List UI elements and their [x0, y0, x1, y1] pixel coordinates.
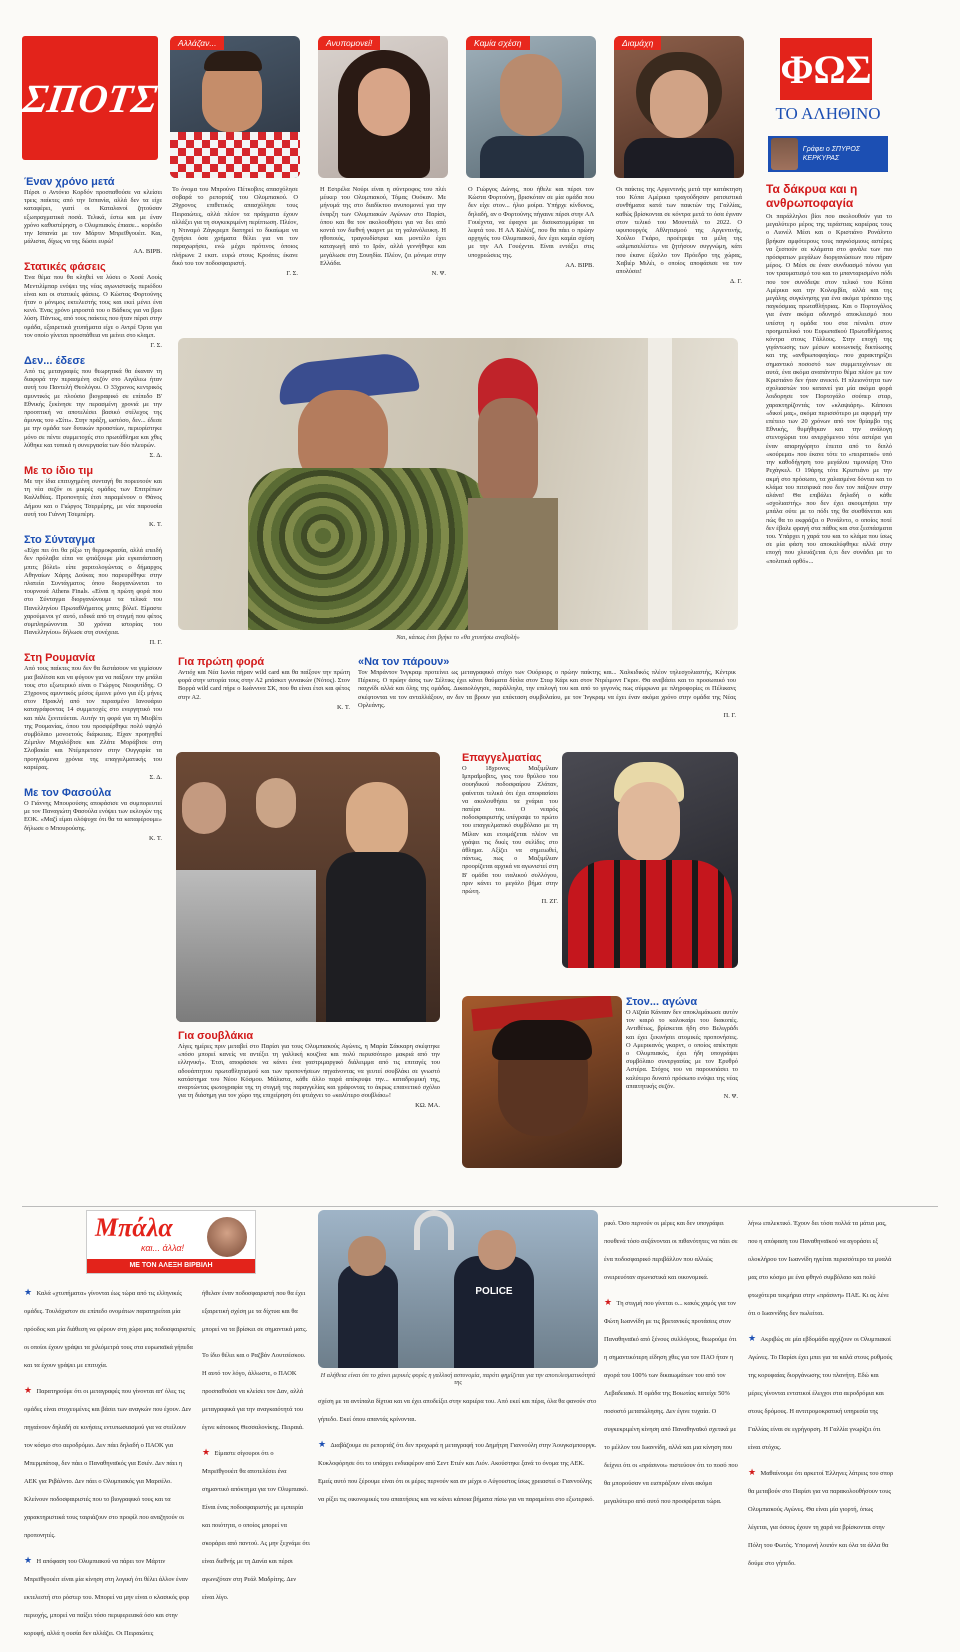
- fos-author-box: [768, 136, 888, 172]
- article-body: «Είχα πει ότι θα ρίξω τη θερμοκρασία, αλλά επειδή δεν πρόλαβα είπα να φτιάξουμε μία εγκατάσταση μπιτς βόλεϊ» είπε χαριτολογώντας ο δήμαρχος Αθηναίων Χάρης Δούκας που παρευρέθηκε στην πλατεία Συντάγματος όπου διοργανώνεται το τουρνουά Athens Finals. «Είναι η πρώτη φορά που στο Σύνταγμα διοργανώνουμε τα τελικά του Πανελληνίου Πρωταθλήματος μπιτς βόλεϊ. Είμαστε χαρούμενοι γι' αυτό, ειδικά από τη στιγμή που φέτος συμπληρώνονται 30 χρόνια ιστορίας του Πανελληνίου» δήλωσε στη συνέχεια.: [24, 547, 162, 637]
- article: [24, 652, 162, 781]
- list-item: [24, 1282, 196, 1372]
- article: [24, 176, 162, 255]
- photo-label: Ανυπομονεί!: [318, 36, 380, 50]
- item-body: Τη στιγμή που γίνεται ο... κακός χαμός για τον Φώτη Ιωαννίδη με τις βρετανικές προτάσεις στον Παναθηναϊκό από ξένους συλλόγους, θεωρούμε ότι η σημαντικότερη είδηση χθες για τον ΠΑΟ ήταν η αγορά του 100% των δικαιωμάτων του από τον Λεβαδειακό. Η ομάδα της Βοιωτίας κατείχε 50% ποσοστό μεταπώλησης. Δεν έγινε τυχαία. Ο συγκεκριμένη κίνηση από Παναθηναϊκό σχετικά με το μέλλον του Ιωαννίδη, αλλά και μια κίνηση που δείχνει ότι οι «πράσινοι» πιστεύουν ότι το ποσό που θα μπορούσαν να εισπράξουν είναι ακόμα μεγαλύτερο από αυτό που προσφέρεται τώρα.: [604, 1300, 738, 1505]
- fos-subtitle: ΤΟ ΑΛΗΘΙΝΟ: [775, 104, 881, 123]
- photo-milei: [614, 36, 744, 178]
- bottom-col-3: [318, 1390, 598, 1646]
- list-item: [604, 1212, 740, 1284]
- item-body: ήθελαν έναν ποδοσφαιριστή που θα έχει εξαιρετική σχέση με τα δίχτυα και θα μπορεί να τα βρίσκει σε σημαντικά ματς.: [202, 1290, 308, 1333]
- signature: Κ. Τ.: [149, 834, 162, 842]
- article: [24, 787, 162, 842]
- article-title: Στατικές φάσεις: [24, 261, 106, 274]
- top-text-2: [320, 186, 446, 277]
- article: [24, 355, 162, 459]
- item-body: Ακριβώς σε μία εβδομάδα αρχίζουν οι Ολυμπιακοί Αγώνες. Το Παρίσι έχει μπει για τα καλά στους ρυθμούς της κορυφαίας διοργάνωσης του πλανήτη. Εδώ και μέρες γίνονται εντατικοί έλεγχοι στα αεροδρόμια και στους δρόμους. Η αντιτρομοκρατική υπηρεσία της Γαλλίας είναι σε εγρήγορση. Η Γαλλία γνωρίζει ότι είναι στόχος.: [748, 1336, 893, 1451]
- article-ston-agona: [626, 996, 738, 1100]
- list-item: [24, 1380, 196, 1542]
- author-avatar: [771, 138, 798, 170]
- article-body: Τον Μπράντον Ίνγκραμ προτείνει ως μεταγραφικό στόχο των Ουόριορς ο πρώην παίκτης και... Χαλκιδικός πλέον τηλεσχολιαστής, Κέντρικ Πέρκινς. Ο πρώην άσος των Σέλτικς έχει κάνει θαύματα δίπλα στον Στεφ Κάρι και στον Ντρέιμοντ Γκριν. Θα ανεβάσει και το προσωπικό του παιχνίδι αλλά και όλης της ομάδας. Δικαιολόγησε, παράλληλα, την επιλογή του και από το γεγονός πως σύμφωνα με πληροφορίες οι Πέλικανς σκέφτονται να τον ανταλλάξουν, αν δεν τα βρουν για επέκταση συμβολαίου, με τον Ίνγκραμ να έχει έναν ακόμα χρόνο στην ομάδα της Νέας Ορλεάνης.: [358, 669, 736, 709]
- star-icon: ★: [202, 1447, 211, 1457]
- fos-author: Γράφει ο ΣΠΥΡΟΣ ΚΕΡΚΥΡΑΣ: [802, 146, 860, 162]
- bala-logo: [86, 1210, 256, 1274]
- bottom-col-5: [748, 1212, 894, 1646]
- divider: [22, 1206, 938, 1207]
- photo-sakkari: [176, 752, 440, 1022]
- article-body: Από τις μεταγραφές που θεωρητικά θα έκαναν τη διαφορά την περασμένη σεζόν στο Αιγάλεω ήταν αυτή του Παντελή Θεολόγου. Ο 33χρονος κεντρικός αμυντικός με πλούσιο βιογραφικό σε επίπεδο Β' Εθνικής ξεκίνησε την περασμένη χρονιά με την προοπτική να αποτελέσει βασικό στέλεχος της άμυνας του «Σίτι». Στην πράξη, ωστόσο, δεν... έδεσε με την ομάδα των δυτικών προαστίων, περιορίστηκε μόνο σε πέντε συμμετοχές στο πρωτάθλημα και χθες λύθηκε και τυπικά η συνεργασία των δύο πλευρών.: [24, 368, 162, 449]
- signature: ΑΛ. ΒΙΡΒ.: [565, 261, 594, 269]
- fos-logo-text: ΦΩΣ: [780, 46, 872, 92]
- article-body: Οι παίκτες της Αργεντινής μετά την κατάκτηση του Κόπα Αμέρικα τραγούδησαν ρατσιστικά συνθήματα κατά των παικτών της Γαλλίας, καθώς βρίσκονται σε κόντρα μετά το όσα έγιναν στον τελικό του Μουντιάλ το 2022. Ο υφυπουργός Αθλητισμού της Αργεντινής, Χούλιο Γκάρο, προέτρεψε τα μέλη της «αλμπισελέστε» να ζητήσουν συγγνώμη, κάτι που έκανε έξαλλο τον Πρόεδρο της χώρας, Χαβιέρ Μιλέι, ο οποίος αποφάσισε να τον απολύσει!: [616, 186, 742, 276]
- article-title: Τα δάκρυα και η ανθρωποφαγία: [766, 182, 858, 210]
- main-photo-caption: Ναι, κάπως έτσι βγήκε το «θα χτυπήσω αναβολή»: [396, 634, 520, 641]
- photo-petkovic: [170, 36, 300, 178]
- item-body: ρικό. Όσο περνούν οι μέρες και δεν υπογράφει πουθενά τόσο αυξάνονται οι πιθανότητες να πάει σε ένα ποδοσφαιρικό περιβάλλον που αλλιώς ονειρευόταν αγωνιστικά και οικονομικά.: [604, 1220, 738, 1281]
- article-body: Ο Γιώργος Δώνης, που ήθελε και πέρσι τον Κώστα Φορτούνη, βρισκόταν σε μία ομάδα που δεν είχε στον... ήλιο μοίρα. Υπήρχε κίνδυνος, δηλαδή, αν ο Φορτούνης πήγαινε πέρσι στην ΑΛ Γουέχντα, να έφαχνε με δισεκατομμύρια τα λεφτά του. Η ΑΛ Καλίτζ, που θα πάει ο πρώην αρχηγός του Ολυμπιακού, δεν έχει καμία σχέση με την ΑΛ Γουέχντα. Είναι εντάξει στις υποχρεώσεις της.: [468, 186, 594, 259]
- article-title: Με το ίδιο τιμ: [24, 465, 94, 478]
- star-icon: ★: [604, 1297, 613, 1307]
- bala-avatar: [207, 1217, 247, 1257]
- bala-title: Μπάλα: [95, 1213, 173, 1242]
- article-title: Για πρώτη φορά: [178, 656, 265, 668]
- article-body: Ο 18χρονος Μαξιμίλιαν Ιμπραΐμοβιτς, γιος του θρύλου του σουηδικού ποδοσφαίρου Ζλάταν, φαίνεται τελικά ότι έχει αποφασίσει να ακολουθήσει τα χνάρια του πατέρα του. Ο νεαρός ποδοσφαιριστής υπέγραψε το πρώτο του επαγγελματικό συμβόλαιο με τη Μίλαν και ετοιμάζεται πλέον να γράψει τις δικές του σελίδες στο άθλημα. Αξίζει να σημειωθεί, πάντως, πως ο Μαξιμίλιαν προορίζεται αρχικά να αγωνιστεί στη Β' ομάδα του ιταλικού συλλόγου, πριν κάνει το μεγάλο βήμα στην πρώτη.: [462, 765, 558, 896]
- article-title: Στον... αγώνα: [626, 996, 698, 1008]
- signature: Ν. Ψ.: [723, 1093, 738, 1101]
- item-body: σχέση με τα αντίπαλα δίχτυα και να έχει αποδείξει στην καριέρα του. Από εκεί και πέρα, όλα θα φανούν στο γήπεδο. Εκεί όπου απαντάς κρίνονται.: [318, 1398, 597, 1423]
- article: [24, 465, 162, 528]
- bala-author: ΜΕ ΤΟΝ ΑΛΕΞΗ ΒΙΡΒΙΛΗ: [87, 1259, 255, 1273]
- article-body: Ο Αϊζαία Κάνααν δεν αποκλιμάκωσε αυτόν τον καιρό το καλοκαίρι του διακοπές. Αντιθέτως, βρίσκεται ήδη στο Βελιγράδι και έχει ξεκινήσει ατομικές προπονήσεις. Ο Αμερικανός γκαρντ, ο οποίος απέκτησε ο Ολυμπιακός, έχει ήδη υπογράψει συμβόλαιο συνεργασίας με τον Ερυθρό Αστέρα. Στόχος του να παρουσιάσει το καλύτερο δυνατό πρόσωπο ενόψει της νέας απαιτητικής σεζόν.: [626, 1009, 738, 1090]
- article-souvlakia: [178, 1030, 440, 1109]
- list-item: [748, 1328, 894, 1454]
- star-icon: ★: [748, 1333, 757, 1343]
- spots-logo-text: ΣΠΟΤΣ: [19, 75, 161, 121]
- bottom-col-4: [604, 1212, 740, 1646]
- article-body: Το όνομα του Μπρούνο Πέτκοβιτς απασχόλησε σοβαρά το ρεπορτάζ του Ολυμπιακού. Ο 29χρονος επιθετικός απασχόλησε τους Πειραιώτες, αλλά πλέον τα πράγματα έχουν αλλάξει για τη συγκεκριμένη περίπτωση. Πλέον, η Ντιναμό Ζάγκρεμπ διατηρεί το δικαίωμα να ζητήσει όσα χρήματα θέλει για να τον παραχωρήσει, ενώ μέχρι πρότινος όποιος πλήρωνε 2 εκατ. ευρώ στους Κροάτες έκανε δικό του τον ποδοσφαιριστή.: [172, 186, 298, 267]
- signature: ΚΩ. ΜΑ.: [415, 1102, 440, 1110]
- signature: Π. Γ.: [149, 639, 162, 647]
- bala-subtitle: και... άλλα!: [141, 1243, 185, 1253]
- signature: Δ. Γ.: [729, 278, 742, 286]
- article-title: Με τον Φασούλα: [24, 786, 112, 799]
- spots-logo: [19, 36, 161, 160]
- top-text-3: [468, 186, 594, 269]
- photo-estrella: [318, 36, 448, 178]
- photo-donis: [466, 36, 596, 178]
- article-body: Οι παράλληλοι βίοι που ακολουθούν για το μεγαλύτερο μέρος της τεράστιας καριέρας τους ο Λιονέλ Μέσι και ο Κριστιάνο Ρονάλντο βρήκαν αμφότερους τους παγκόσμιους αστέρες να ξεσπούν σε κλάματα στο φινάλε των πιο πρόσφατων μεγάλων διοργανώσεων που πήραν μέρος. Ο Μέσι σε έναν συνδυασμό πόνου για τον τραυματισμό του και το μπανταρισμένο πόδι που τον συνόδεψε στον τελικό του Κόπα Αμέρικα και την Κολομβία, αλλά και της μεγάλης συγκίνησης για ένα ακόμα τρόπαιο της παγκόσμιας πρωταθλήτριας. Και ο Πορτογάλος για έναν ακόμα οδυνηρό αποκλεισμό που υπέστη η ομάδα του στα πέναλτι στον προημιτελικό του Ευρωπαϊκού Πρωταθλήματος κόντρα στους Γάλλους. Στην εποχή της γιγάντωσης των μέσων κοινωνικής δικτύωσης και της «ανθρωποφαγίας» που χαρακτηρίζει σημαντικό ποσοστό των συμμετεχόντων σε αυτά, ένα ακόμα αναπάντητο θέμα πλέον με τον Κριστιάνο δεν ήταν ανεκτό. Η πλειονότητα των σχολιαστών του κατανεί για μία ακόμα φορά λοιδορησε τον Πορτογάλο σούπερ σταρ, χαρακτηρίζοντάς τον «κλαψιάρη». Κάποιοι «δικοί μας», ακόμα περισσότερο με αφορμή την επέτειο των 20 χρόνων από τον θρίαμβο της Εθνικής, θυμήθηκαν και την ανάλογη στενοχώρια του ανερχόμενου τότε αστέρα για έναν απαρηγόρητο έπειτα από το διπλό «κούρεμα» που έκανε τότε το «πειρατικό» υπό την καθοδήγηση του μεγάλου τιμονιέρη Ότο Ρεχάγκελ. Ο 19άρης τότε Κριστιάνο με την ακμή στο πρόσωπο, τα χαλασμένα δόντια και το κλάμα του πιτσιρικά που δεν τον παίζουν στην αλάνα! Θα επιβάλει δηλαδή ο κάθε «σχολιαστής» που δεν έχει ακουμπήσει την μπάλα ούτε με το πόδι της θα συσθάνεται και πώς θα το εκφράζει ο Ρονάλντο, ο οποίος ποτέ δεν έβαλε φραγή στα πάθος και στα ξεσπάσματα του. Υπάρχει η χαρά του και το κλάμα που ίσως σε μία φάση του αποκαλύφθηκε αλλά στην εποχή που χλευάζεται ό,τι δεν συνάδει με το «πολιτικά ορθό»...: [766, 213, 892, 565]
- left-column: [24, 176, 162, 1176]
- signature: Κ. Τ.: [149, 521, 162, 529]
- signature: ΑΛ. ΒΙΡΒ.: [133, 248, 162, 256]
- main-photo-evzones: [178, 338, 738, 630]
- fos-logo: [780, 38, 872, 100]
- article: [24, 534, 162, 646]
- article: [24, 261, 162, 349]
- item-body: Παρατηρούμε ότι οι μεταγραφές που γίνονται απ' όλες τις ομάδες είναι στοχευμένες και βάσει των αναγκών που έχουν. Δεν πηγαίνουν δηλαδή σε κινήσεις εντυπωσιασμού για να στείλουν τον κόσμο στο αεροδρόμιο. Δεν πάει δηλαδή ο ΠΑΟΚ για Μπερμπάτοφ, δεν πάει ο Παναθηναϊκός για Εσιέν. Δεν πάει η ΑΕΚ για Ριβάλντο. Δεν πάει ο Ολυμπιακός για Μαρσέλο. Κλείνουν ποδοσφαιριστές που το βιογραφικό τους και τα χαρακτηριστικά τους ταιριάζουν στο προφίλ που αναζητούν οι προπονητές.: [24, 1388, 192, 1539]
- item-body: Το ίδιο θέλει και ο Ραζβάν Λουτσέσκου. Η αυτό τον λόγο, άλλωστε, ο ΠΑΟΚ προσπαθούσε να κλείσει τον Δαν, αλλά μεταγραφικά για την αναγκαιότητά του έγινε κάτοικος Θεσσαλονίκης. Πειραιά.: [202, 1352, 306, 1431]
- photo-police: POLICE: [318, 1210, 598, 1368]
- item-body: Η απόφαση του Ολυμπιακού να πάρει τον Μάρτιν Μπρεϊθγουέιτ είναι μία κίνηση στη λογική ότι θέλει άλλον έναν εκτελεστή στο ρόστερ του. Μπορεί να μην είναι ο κλασικός φορ περιοχής, μπορεί να παίξει τόσο περιφερειακά όσο και στην κορυφή, αλλά η ουσία δεν αλλάζει. Οι Πειραιώτες: [24, 1558, 190, 1637]
- list-item: [202, 1282, 310, 1336]
- article-title: Επαγγελματίας: [462, 752, 542, 764]
- item-body: λήνω επιλεκτικό. Έχουν δει τόσα πολλά τα μάτια μας, που η απόφαση του Παναθηναϊκού να αγοράσει εξ ολοκλήρου τον Ιωαννίδη ηγείται περισσότερο τα μυαλά μας στο κόσμο με ένα φθηνό συμβόλαιο και πολύ φτωχότερα τεκμήρια στην «πράσινη» ΠΑΕ. Κι ας λένε ότι ο Ιωαννίδης δεν πωλείται.: [748, 1220, 892, 1317]
- article-body: Με την ίδια επιτυχημένη συνταγή θα πορευτούν και τη νέα σεζόν οι μικρές ομάδες των Επιτρέπων Καλλιθέας. Προπονητές έτσι παραμένουν ο Θάνος Δήμου και ο Γιώργος Τσερμέρης, με νέα παρουσία αυτή του Γιάννη Τσεμπέρη.: [24, 478, 162, 518]
- star-icon: ★: [24, 1385, 33, 1395]
- signature: Κ. Τ.: [337, 703, 350, 711]
- top-text-1: [172, 186, 298, 277]
- bottom-col-1: [24, 1282, 196, 1646]
- list-item: [202, 1442, 310, 1604]
- signature: Σ. Δ.: [149, 452, 162, 460]
- article-body: Από τους παίκτες που δεν θα διστάσουν να γεμίσουν μια βαλίτσα και να φύγουν για να παίξουν την μπάλα τους στο εξωτερικό είναι ο Γιώργος Νεοφυτίδης. Ο 23χρονος αμυντικός μέσος έμεινε μόνο για έξι μήνες στον Ηρακλή από τον περασμένο Ιανουάριο καταγράφοντας 14 συμμετοχές στο ενεργητικό του και πάλι ξενιτεύεται. Αυτήν τη φορά για τη Μιοβέτι της Ρουμανίας, όπου του προσφέρθηκε πολύ υψηλό συμβόλαιο μονοετούς διάρκειας. Είχαν προηγηθεί Ζέμπλιν Μιχαλόβτσε και Ζλάτε Μοράβτσε στη Σλοβακία και Ντέμπρετσεν στην Ουγγαρία τα προηγούμενα χρόνια της επαγγελματικής του καριέρας.: [24, 665, 162, 771]
- bottom-col-2: [202, 1282, 310, 1646]
- article-body: Αντιόχ και Νέα Ιωνία πήραν wild card και θα παίξουν την πρώτη φορά στην ιστορία τους στην Α2 μπάσκετ γυναικών (Νότος). Στον Βορρά wild card πήρε ο Ιωάννινα ΣΚ, που θα είναι έτσι και φέτος στην Α2.: [178, 669, 350, 701]
- article-title: Έναν χρόνο μετά: [24, 176, 115, 188]
- list-item: [24, 1550, 196, 1640]
- list-item: [318, 1434, 598, 1506]
- list-item: [604, 1292, 740, 1508]
- item-body: Καλά «χτυπήματα» γίνονται έως τώρα από τις ελληνικές ομάδες. Τουλάχιστον σε επίπεδο ονομάτων παρατηρείται μία πρόοδος και μία διάθεση να φέρουν στη χώρα μας ποδοσφαιριστές οι οποίοι έχουν γράψει τα χιλιόμετρά τους στα ευρωπαϊκά γήπεδα και τα έχουν γράψει με επιτυχία.: [24, 1290, 196, 1369]
- article-na-ton-paroun: [358, 656, 736, 719]
- star-icon: ★: [318, 1439, 327, 1449]
- article-title: Στη Ρουμανία: [24, 652, 95, 665]
- right-column: [766, 182, 892, 1202]
- top-text-4: [616, 186, 742, 285]
- item-body: Διαβάζουμε σε ρεπορτάζ ότι δεν προχωρά η μεταγραφή του Δημήτρη Γιαννούλη στην Άουγκσμπουργκ. Κυκλοφόρησε ότι το υπάρχει ενδιαφέρον από Σεντ Ετιέν και Λιόν. Ακούστηκε ξανά το όνομα της ΑΕΚ. Εμείς αυτό που ξέρουμε είναι ότι οι μέρες περνούν και αν μέχρι ο Αύγουστος ίσως χρειαστεί ο Γιαννούλης να ρίξει τις οικονομικές του απαιτήσεις και να κάνει κάποια βήματα πίσω για να παραμείνει στο εξωτερικό.: [318, 1442, 597, 1503]
- signature: Ν. Ψ.: [431, 270, 446, 278]
- article-epaggelmatias: [462, 752, 558, 905]
- article-body: Πέρσι ο Αντόνιο Κορδόν προσπαθούσε να κλείσει τρεις παίκτες από την Ισπανία, αλλά δεν τα είχε καταφέρει, γιατί οι Καταλανοί ζητούσαν εξωπραγματικά ποσά. Τελικά, έστω και με έναν χρόνο καθυστέρηση, ο Ολυμπιακός έπιασε... κορόιδο την Ισπανία με τον Μάρτιν Μπρεϊθγουέιτ. Και, μάλιστα, δίχως να της δώσει ευρώ!: [24, 189, 162, 246]
- list-item: [318, 1390, 598, 1426]
- article-title: «Να τον πάρουν»: [358, 656, 450, 668]
- star-icon: ★: [24, 1287, 33, 1297]
- article-body: Ο Γιάννης Μπουρούσης αποφάσισε να συμπορευτεί με τον Παναγιώτη Φασούλα ενόψει των εκλογών της ΕΟΚ. «Μαζί είμαι ολόψυχα ότι θα τα καταφέρουμε» δήλωσε ο Μπουρούσης.: [24, 799, 162, 832]
- article-first-time: [178, 656, 350, 711]
- article-title: Για σουβλάκια: [178, 1030, 254, 1042]
- photo-label: Αλλάζαν...: [170, 36, 224, 50]
- signature: Γ. Σ.: [286, 270, 298, 278]
- article-title: Στο Σύνταγμα: [24, 534, 95, 547]
- article-body: Ένα θέμα που θα κληθεί να λύσει ο Χοσέ Λουίς Μεντιλίμπαρ ενόψει της νέας αγωνιστικής περιόδου είναι και οι στατικές φάσεις. Ο Κώστας Φορτούνης ήταν ο μόνιμος εκτελεστής τους και εκεί μένει ένα κενό. Ένας χρόνο μπροστά του ο Βάδκος για να βρει λύση. Πάντως, από τους παίκτες που ήταν πέρσι στην ομάδα, εξαιρετικά χτυπήματα είχε ο Αντρέ Όρτα για τον οποίο γίνεται προσπάθεια να μείνει στο κλαμπ.: [24, 274, 162, 339]
- item-body: Μαθαίνουμε ότι αρκετοί Έλληνες λάτρεις του σπορ θα μεταβούν στο Παρίσι για να παρακολουθήσουν τους Ολυμπιακούς Αγώνες. Θα είναι μία γιορτή, όπως λέγεται, για όσους έχουν τη χαρά να βρίσκονται στην Πόλη του Φωτός. Υπομονή λοιπόν και όλα τα άλλα θα δούμε στο γήπεδο.: [748, 1470, 894, 1567]
- photo-label: Διαμάχη: [614, 36, 661, 50]
- article-body: Λίγες ημέρες πριν μεταβεί στο Παρίσι για τους Ολυμπιακούς Αγώνες, η Μαρία Σάκκαρη σκέφτηκε «πόσο μπορεί κανείς να αντέξει τη γαλλική κουζίνα και πολύ περισσότερο μακριά από την ελληνική». Έτσι, αποφάσισε να κάνει ένα γαστριμαργικό διάλειμμα από τις επιταγές του αδουάπτητου πρωταθλητισμού και των προπονήσεων πηγαίνοντας να γευτεί σουβλάκι σε γνωστό κατάστημα του Νέου Κόσμου. Μάλιστα, κάθε άλλο παρά απέκρυψε την... καταδρομική της, αναρτώντας φωτογραφία της τη στιγμή της παραγγελίας και γράφοντας το άκρως επαινετικό σχόλιο για τη διάσημη για τον χώρο της επιχείρηση ότι φτιάχνει το «καλύτερο σουβλάκι»!: [178, 1043, 440, 1100]
- item-body: Είμαστε σίγουροι ότι ο Μπρεϊθγουέιτ θα αποτελέσει ένα σημαντικό απόκτημα για τον Ολυμπιακό. Είναι ένας ποδοσφαιριστής με εμπειρία και ποιότητα, ο οποίος μπορεί να σκοράρει από παντού. Ας μην ξεχνάμε ότι είναι διεθνής με τη Δανία και πέρσι αγωνιζόταν στη Ρεάλ Μαδρίτης. Δεν είναι λίγο.: [202, 1450, 310, 1601]
- photo-label: Καμία σχέση: [466, 36, 530, 50]
- signature: Π. Γ.: [723, 712, 736, 720]
- list-item: [748, 1462, 894, 1570]
- police-photo-caption: Η αλήθεια είναι ότι το χάνει μερικές φορές η γαλλική αστυνομία, παρότι φημίζεται για την αποτελεσματικότητά της: [320, 1372, 596, 1386]
- signature: Π. ΖΓ.: [541, 898, 558, 906]
- article-body: Η Εστρέλα Νούρι είναι η σύντροφος του πλέι μέικερ του Ολυμπιακού, Τόμας Ουόκαν. Με μήνυμά της στο διαδίκτυο ανυπομονεί για την έναρξη των Ολυμπιακών Αγώνων στο Παρίσι, όπου και θα τον ακολουθήσει για να δει από κοντά τον διεθνή γκαρντ με τη γαλανόλευκη. Η ηθοποιός, τραγουδίστρια και μοντέλο έχει καταγωγή από το Ιράν, αλλά γεννήθηκε και μεγάλωσε στη Σουηδία. Πλέον, ζει μόνιμα στην Ελλάδα.: [320, 186, 446, 267]
- article-title: Δεν... έδεσε: [24, 355, 86, 368]
- star-icon: ★: [24, 1555, 33, 1565]
- signature: Σ. Δ.: [149, 773, 162, 781]
- list-item: [748, 1212, 894, 1320]
- signature: Γ. Σ.: [150, 342, 162, 350]
- list-item: [202, 1344, 310, 1434]
- photo-maximilian: [562, 752, 738, 968]
- star-icon: ★: [748, 1467, 757, 1477]
- photo-canaan: [462, 996, 622, 1168]
